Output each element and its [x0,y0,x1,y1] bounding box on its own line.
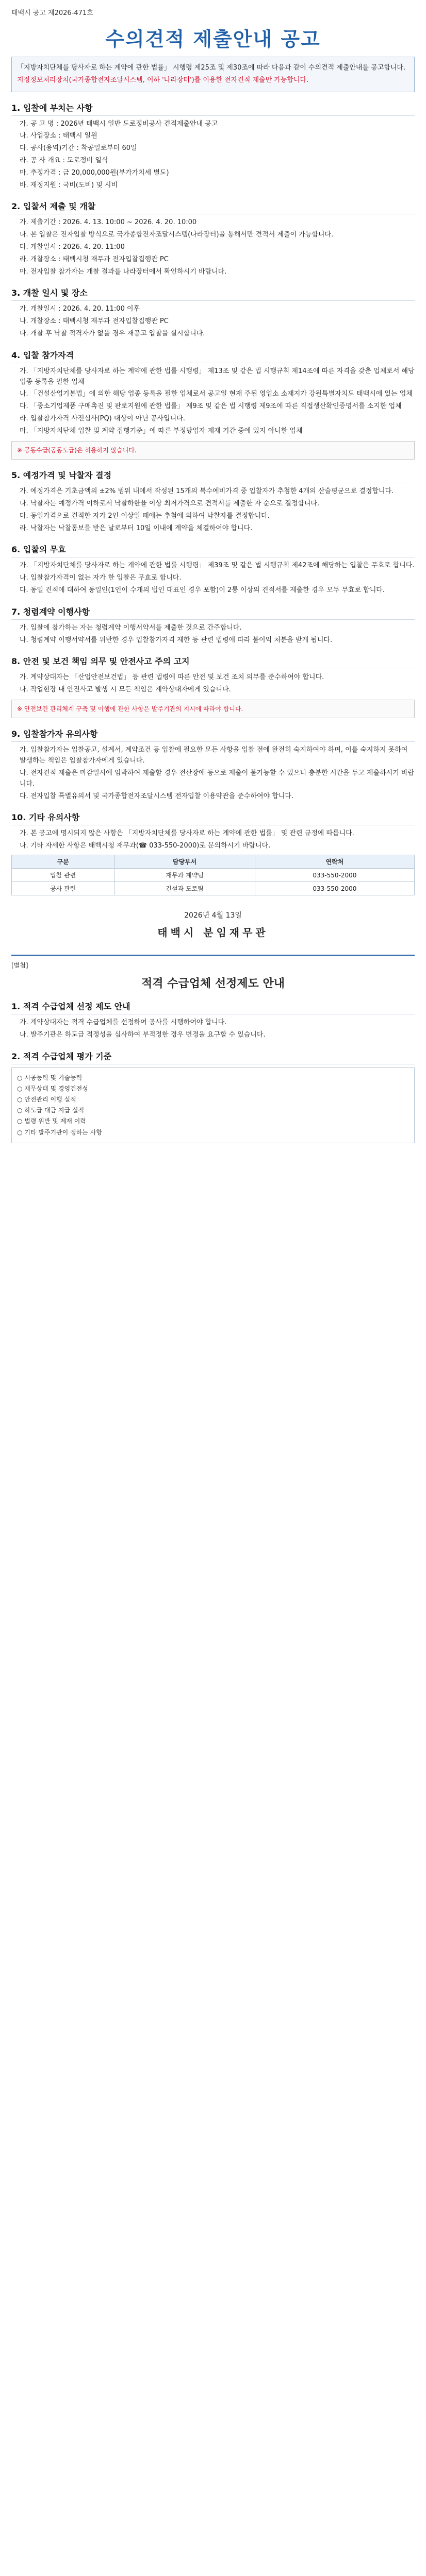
appendix-title: 적격 수급업체 선정제도 안내 [141,977,285,991]
section-line: 마. 「지방자치단체 입찰 및 계약 집행기준」에 따른 부정당업자 제재 기간 중에 있지 아니한 업체 [20,427,303,435]
appendix-bullet-list [11,1067,415,1143]
table-cell: 건설과 도로팀 [114,882,255,895]
appendix-bullet: ○ 법령 위반 및 제재 이력 [17,1117,86,1125]
section-line: 나. 작업현장 내 안전사고 발생 시 모든 책임은 계약상대자에게 있습니다. [20,686,231,694]
table-cell: 공사 관련 [12,882,114,895]
table-header-cell: 구분 [12,855,114,869]
section-line: 가. 공 고 명 : 2026년 태백시 일반 도로정비공사 견적제출안내 공고 [20,120,218,128]
appendix-heading: 1. 적격 수급업체 선정 제도 안내 [11,1000,415,1014]
section-line: 나. 청렴계약 이행서약서를 위반한 경우 입찰참가자격 제한 등 관련 법령에 따라 불이익 처분을 받게 됩니다. [20,636,333,644]
section-line: 가. 개찰일시 : 2026. 4. 20. 11:00 이후 [20,305,140,313]
footer-date: 2026년 4월 13일 [184,911,242,920]
contact-table-section [0,855,426,895]
section-line: 나. 입찰참가자격이 없는 자가 한 입찰은 무효로 합니다. [20,574,182,582]
document-title: 수의견적 제출안내 공고 [105,28,321,50]
section-heading: 3. 개찰 일시 및 장소 [11,286,415,301]
table-cell: 재무과 계약팀 [114,869,255,882]
section-line: 나. 낙찰자는 예정가격 이하로서 낙찰하한율 이상 최저가격으로 견적서를 제출한 자 순으로 결정합니다. [20,499,320,507]
section-line: 가. 계약상대자는 「산업안전보건법」 등 관련 법령에 따른 안전 및 보건 조치 의무를 준수하여야 합니다. [20,673,324,682]
section-line: 다. 공사(용역)기간 : 착공일로부터 60일 [20,144,137,152]
section-line: 나. 개찰장소 : 태백시청 재무과 전자입찰집행관 PC [20,317,169,326]
appendix-tag: [별첨] [11,962,28,970]
footer-organization: 태백시 분임재무관 [157,926,269,939]
section-heading: 6. 입찰의 무효 [11,543,415,557]
section-note: ※ 공동수급(공동도급)은 허용하지 않습니다. [11,441,415,460]
intro-line: 「지방자치단체를 당사자로 하는 계약에 관한 법률」 시행령 제25조 및 제30조에 따라 다음과 같이 수의견적 제출안내를 공고합니다. [17,64,406,72]
intro-line: 지정정보처리장치(국가종합전자조달시스템, 이하 '나라장터')를 이용한 전자견적 제출만 가능합니다. [17,76,309,84]
table-cell: 입찰 관련 [12,869,114,882]
section-line: 가. 입찰에 참가하는 자는 청렴계약 이행서약서를 제출한 것으로 간주합니다. [20,623,242,632]
section-line: 마. 전자입찰 참가자는 개찰 결과를 나라장터에서 확인하시기 바랍니다. [20,267,227,276]
appendix-body [0,1000,426,1143]
appendix-bullet: ○ 하도급 대금 지급 실적 [17,1107,85,1114]
section-line: 바. 재정지원 : 국비(도비) 및 시비 [20,181,118,189]
section-line: 가. 「지방자치단체를 당사자로 하는 계약에 관한 법률 시행령」 제39조 및 같은 법 시행규칙 제42조에 해당하는 입찰은 무효로 합니다. [20,562,415,570]
section-heading: 8. 안전 및 보건 책임 의무 및 안전사고 주의 고지 [11,655,415,669]
section-line: 나. 전자견적 제출은 마감일시에 임박하여 제출할 경우 전산장애 등으로 제출이 불가능할 수 있으니 충분한 시간을 두고 제출하시기 바랍니다. [20,769,415,788]
table-body [12,869,415,895]
table-header-row [12,855,415,869]
appendix-bullet: ○ 재무상태 및 경영건전성 [17,1084,88,1092]
section-line: 나. 「건설산업기본법」에 의한 해당 업종 등록을 필한 업체로서 공고일 현재 주된 영업소 소재지가 강원특별자치도 태백시에 있는 업체 [20,390,413,398]
section-heading: 1. 입찰에 부치는 사항 [11,101,415,116]
section-line: 다. 개찰일시 : 2026. 4. 20. 11:00 [20,243,125,251]
appendix-subheading: 2. 적격 수급업체 평가 기준 [11,1050,415,1064]
section-heading: 5. 예정가격 및 낙찰자 결정 [11,469,415,483]
intro-box [11,57,415,92]
section-line: 마. 추정가격 : 금 20,000,000원(부가가치세 별도) [20,168,169,177]
table-header-cell: 연락처 [255,855,414,869]
contact-table [11,855,415,895]
section-line: 다. 개찰 후 낙찰 적격자가 없을 경우 재공고 입찰을 실시합니다. [20,329,205,337]
section-line: 다. 동일가격으로 견적한 자가 2인 이상일 때에는 추첨에 의하여 낙찰자를 결정합니다. [20,512,270,520]
section-line: 라. 개찰장소 : 태백시청 재무과 전자입찰집행관 PC [20,255,169,263]
section-line: 가. 본 공고에 명시되지 않은 사항은 「지방자치단체를 당사자로 하는 계약에 관한 법률」 및 관련 규정에 따릅니다. [20,829,354,838]
section-heading: 2. 입찰서 제출 및 개찰 [11,200,415,214]
section-line: 가. 입찰참가자는 입찰공고, 설계서, 계약조건 등 입찰에 필요한 모든 사항을 입찰 전에 완전히 숙지하여야 하며, 이를 숙지하지 못하여 발생하는 책임은 입찰참가자에게 있습니다. [20,746,408,765]
section-line: 다. 동일 견적에 대하여 동일인(1인이 수개의 법인 대표인 경우 포함)이 2통 이상의 견적서를 제출한 경우 모두 무효로 합니다. [20,586,385,594]
section-line: 다. 전자입찰 특별유의서 및 국가종합전자조달시스템 전자입찰 이용약관을 준수하여야 합니다. [20,792,294,800]
section-line: 나. 기타 자세한 사항은 태백시청 재무과(☎ 033-550-2000)로 문의하시기 바랍니다. [20,842,271,850]
appendix-line: 나. 발주기관은 하도급 적정성을 심사하여 부적정한 경우 변경을 요구할 수 있습니다. [20,1030,266,1039]
section-line: 가. 「지방자치단체를 당사자로 하는 계약에 관한 법률 시행령」 제13조 및 같은 법 시행규칙 제14조에 따른 자격을 갖춘 업체로서 해당 업종 등록을 필한 업체 [20,367,415,386]
section-note: ※ 안전보건 관리체계 구축 및 이행에 관한 사항은 발주기관의 지시에 따라야 합니다. [11,700,415,719]
section-line: 나. 사업장소 : 태백시 일원 [20,132,97,140]
section-line: 가. 예정가격은 기초금액의 ±2% 범위 내에서 작성된 15개의 복수예비가격 중 입찰자가 추첨한 4개의 산술평균으로 결정합니다. [20,487,394,496]
table-row [12,882,415,895]
section-line: 다. 「중소기업제품 구매촉진 및 판로지원에 관한 법률」 제9조 및 같은 법 시행령 제9조에 따른 직접생산확인증명서를 소지한 업체 [20,402,402,411]
section-heading: 7. 청렴계약 이행사항 [11,605,415,620]
notice-page [0,0,426,1169]
section-line: 라. 낙찰자는 낙찰통보를 받은 날로부터 10일 이내에 계약을 체결하여야 합니다. [20,524,253,532]
section-heading: 9. 입찰참가자 유의사항 [11,727,415,742]
section-heading: 4. 입찰 참가자격 [11,349,415,363]
table-cell: 033-550-2000 [255,869,414,882]
appendix-bullet: ○ 안전관리 이행 실적 [17,1096,76,1104]
section-line: 나. 본 입찰은 전자입찰 방식으로 국가종합전자조달시스템(나라장터)을 통해서만 견적서 제출이 가능합니다. [20,231,334,239]
appendix-line: 가. 계약상대자는 적격 수급업체를 선정하여 공사를 시행하여야 합니다. [20,1019,227,1027]
section-line: 라. 입찰참가자격 사전심사(PQ) 대상이 아닌 공사입니다. [20,414,185,422]
table-row [12,869,415,882]
section-heading: 10. 기타 유의사항 [11,811,415,825]
appendix-bullet: ○ 시공능력 및 기술능력 [17,1074,83,1081]
appendix-divider [11,955,415,956]
table-cell: 033-550-2000 [255,882,414,895]
table-header-cell: 담당부서 [114,855,255,869]
sections-container [0,101,426,852]
section-line: 가. 제출기간 : 2026. 4. 13. 10:00 ~ 2026. 4. 20. 10:00 [20,218,197,227]
appendix-bullet: ○ 기타 발주기관이 정하는 사항 [17,1128,102,1136]
section-line: 라. 공 사 개요 : 도로정비 일식 [20,156,108,164]
notice-number: 태백시 공고 제2026-471호 [11,9,93,17]
